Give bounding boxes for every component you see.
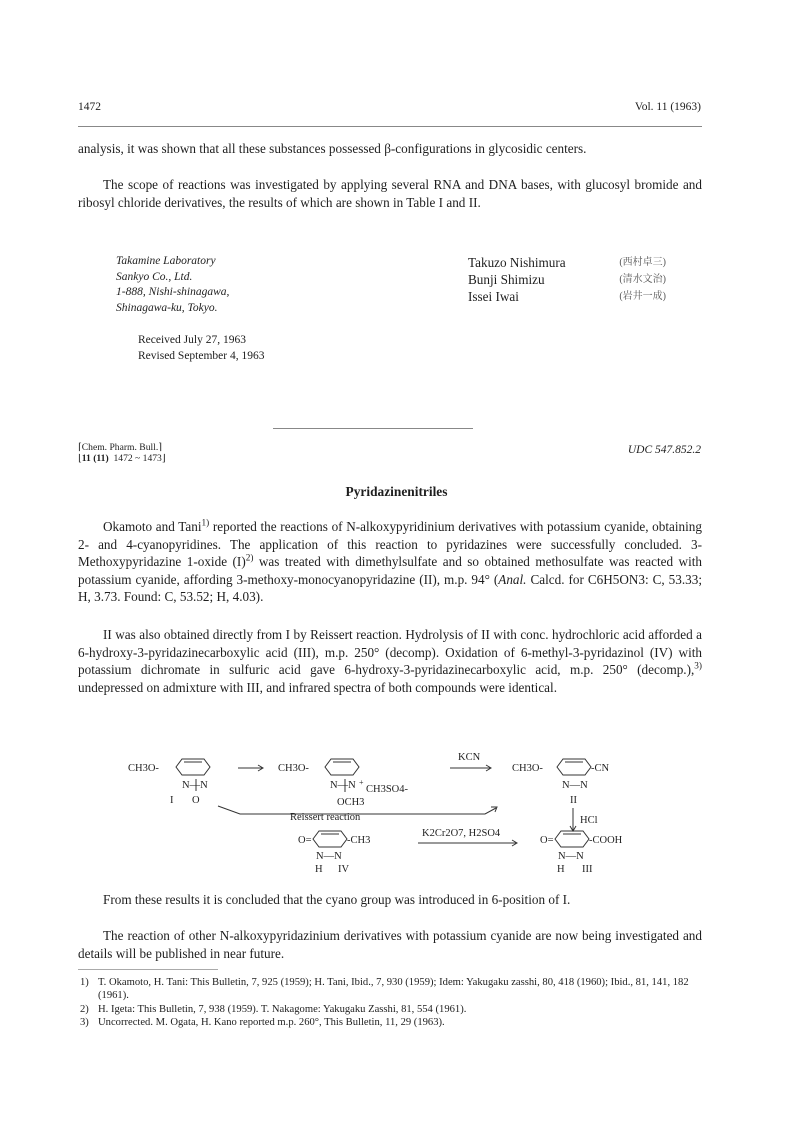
author-kanji: (岩井一成) <box>619 291 666 302</box>
footnote: 2) H. Igeta: This Bulletin, 7, 938 (1959). T. Nakagome: Yakugaku Zasshi, 81, 554 (1961). <box>80 1003 467 1015</box>
author-name: Takuzo Nishimura <box>468 255 566 270</box>
affiliation-line: Shinagawa-ku, Tokyo. <box>116 301 218 314</box>
author-name: Issei Iwai <box>468 289 519 304</box>
footnote-rule <box>78 969 218 970</box>
received-dates <box>138 333 264 364</box>
scheme-o-eq: O= <box>540 835 554 846</box>
author-name: Bunji Shimizu <box>468 272 545 287</box>
citation-bracket <box>78 442 166 464</box>
scheme-ch3o: CH3O- <box>278 763 309 774</box>
volume-label: Vol. 11 (1963) <box>634 101 701 113</box>
footnote: 3) Uncorrected. M. Ogata, H. Kano reported m.p. 260°, This Bulletin, 11, 29 (1963). <box>80 1017 445 1029</box>
ring-compound-IV <box>313 831 347 847</box>
reaction-scheme <box>100 748 680 878</box>
scheme-ch3o: CH3O- <box>512 763 543 774</box>
scheme-label-IV: IV <box>338 864 350 875</box>
affiliation <box>116 254 229 316</box>
scheme-hcl: HCl <box>580 815 598 826</box>
scheme-kcn: KCN <box>458 752 481 763</box>
scheme-ch3o: CH3O- <box>128 763 159 774</box>
prev-article-para2: The scope of reactions was investigated by applying several RNA and DNA bases, with glucosyl bromide and ribosyl chloride derivatives, the results of which are shown in Table I and II. <box>78 177 702 210</box>
scheme-plus: + <box>359 778 364 787</box>
author-kanji: (西村卓三) <box>619 257 666 268</box>
author-list <box>468 254 666 305</box>
author <box>468 288 666 305</box>
scheme-ch3so4: CH3SO4- <box>366 784 409 795</box>
scheme-h: H <box>315 864 323 875</box>
affiliation-line: Sankyo Co., Ltd. <box>116 270 193 283</box>
scheme-n-oxide-o: O <box>192 795 200 806</box>
scheme-ch3: -CH3 <box>347 835 371 846</box>
scheme-nn: N—N <box>330 780 356 791</box>
article-paragraph-3: From these results it is concluded that the cyano group was introduced in 6-position of I. <box>103 892 571 907</box>
scheme-nn: N—N <box>562 780 588 791</box>
scheme-label-III: III <box>582 864 593 875</box>
author-kanji: (清水文治) <box>619 274 666 285</box>
section-divider <box>273 428 473 429</box>
scheme-och3: OCH3 <box>337 797 365 808</box>
article-paragraph-4: The reaction of other N-alkoxypyridazinium derivatives with potassium cyanide are now being investigated and details will be published in near future. <box>78 928 702 961</box>
affiliation-line: 1-888, Nishi-shinagawa, <box>116 286 230 298</box>
article-paragraph-1: Okamoto and Tani$^{1)}$ reported the reactions of N-alkoxypyridinium derivatives with potassium cyanide, obtaining 2- and 4-cyanopyridines. The application of this reaction to pyridazines were successfully concluded. 3-Methoxypyridazine 1-oxide $(I)^{2)}$ was treated with dimethylsulfate and so obtained methosulfate was reacted with potassium cyanide, affording 3-methoxy-monocyanopyridazine (II), m.p. 94° (Anal. Calcd. for C6H5ON3: C, 53.33; H, 3.73. Found: C, 53.52; H, 4.03). <box>78 517 702 605</box>
footnote: 1) T. Okamoto, H. Tani: This Bulletin, 7, 925 (1959); H. Tani, Ibid., 7, 930 (1959); Idem: Yakugaku zasshi, 80, 418 (1960); Ibid., 81, 141, 182 (1961). <box>80 977 689 1002</box>
footnotes <box>80 976 702 1030</box>
scheme-nn: N—N <box>316 851 342 862</box>
scheme-label-I: I <box>170 795 174 806</box>
revised-date: Revised September 4, 1963 <box>138 349 265 362</box>
author <box>468 254 666 271</box>
ring-methosulfate <box>325 759 359 775</box>
header-rule <box>78 126 702 127</box>
prev-article-para1: analysis, it was shown that all these substances possessed β-configurations in glycosidic centers. <box>78 141 587 156</box>
author <box>468 271 666 288</box>
scheme-h: H <box>557 864 565 875</box>
article-title: Pyridazinenitriles <box>345 484 448 499</box>
scheme-nn: N—N <box>558 851 584 862</box>
scheme-label-II: II <box>570 795 577 806</box>
scheme-nn: N—N <box>182 780 208 791</box>
ring-compound-III <box>555 831 589 847</box>
affiliation-line: Takamine Laboratory <box>116 255 216 267</box>
citation-journal: ⌈Chem. Pharm. Bull.⌉ <box>78 442 162 453</box>
scheme-oxidant: K2Cr2O7, H2SO4 <box>422 828 501 839</box>
citation-volume: ⌊11 (11) 1472 ~ 1473⌋ <box>78 453 166 464</box>
ring-compound-I <box>176 759 210 775</box>
scheme-cn: -CN <box>591 763 610 774</box>
scheme-cooh: -COOH <box>589 835 623 846</box>
udc-code: UDC 547.852.2 <box>627 444 701 456</box>
page-number: 1472 <box>78 101 101 113</box>
scheme-o-eq: O= <box>298 835 312 846</box>
scheme-reissert: Reissert reaction <box>290 812 361 823</box>
received-date: Received July 27, 1963 <box>138 334 246 346</box>
article-paragraph-2: II was also obtained directly from I by Reissert reaction. Hydrolysis of II with conc. hydrochloric acid afforded a 6-hydroxy-3-pyridazinecarboxylic acid (III), m.p. 250° (decomp). Oxidation of 6-methyl-3-pyridazinol (IV) with potassium dichromate in sulfuric acid gave 6-hydroxy-3-pyridazinecarboxylic acid, m.p. 250° (decomp.),$^{3)}$ undepressed on admixture with III, and infrared spectra of both compounds were identical. <box>78 627 702 695</box>
ring-compound-II <box>557 759 591 775</box>
